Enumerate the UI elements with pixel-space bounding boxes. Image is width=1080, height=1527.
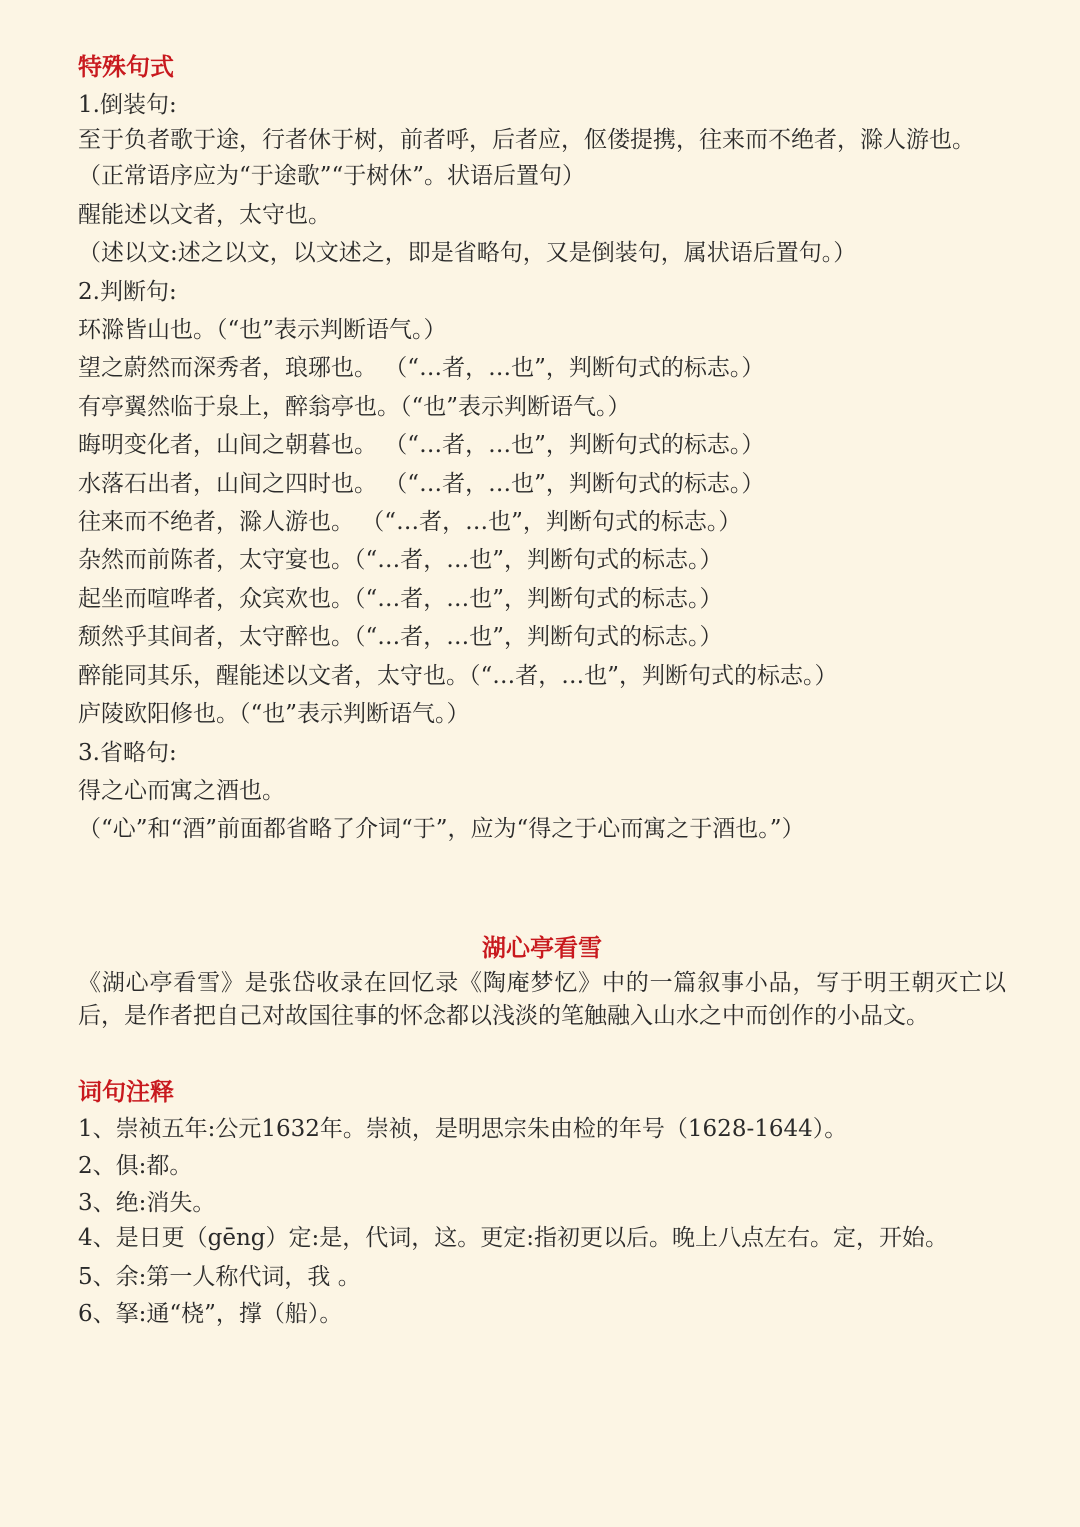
section-title-special-sentences: 特殊句式 <box>78 53 174 81</box>
inversion-note-2: （述以文:述之以文，以文述之，即是省略句，又是倒装句，属状语后置句。） <box>78 240 857 267</box>
judgment-line: 环滁皆山也。（“也”表示判断语气。） <box>78 317 447 344</box>
section-title-annotations: 词句注释 <box>78 1077 174 1106</box>
judgment-label: 2.判断句: <box>78 278 177 305</box>
annotation-item: 1、崇祯五年:公元1632年。崇祯，是明思宗朱由检的年号（1628-1644）。 <box>78 1115 848 1142</box>
lake-snow-intro: 《湖心亭看雪》是张岱收录在回忆录《陶庵梦忆》中的一篇叙事小品，写于明王朝灭亡以后，是作者把自己对故国往事的怀念都以浅淡的笔触融入山水之中而创作的小品文。 <box>78 969 1006 1029</box>
ellipsis-note: （“心”和“酒”前面都省略了介词“于”，应为“得之于心而寓之于酒也。”） <box>78 816 805 843</box>
annotation-item: 5、余:第一人称代词，我 。 <box>78 1263 361 1290</box>
judgment-line: 颓然乎其间者，太守醉也。（“…者，…也”，判断句式的标志。） <box>78 624 723 651</box>
judgment-line: 望之蔚然而深秀者，琅琊也。 （“…者，…也”，判断句式的标志。） <box>78 355 765 382</box>
document-page <box>78 48 1006 1333</box>
annotation-item: 6、拏:通“桡”，撑（船）。 <box>78 1300 343 1327</box>
section-spacer <box>78 849 1006 929</box>
section-title-lake-snow: 湖心亭看雪 <box>482 933 602 962</box>
judgment-line: 起坐而喧哗者，众宾欢也。（“…者，…也”，判断句式的标志。） <box>78 585 723 612</box>
judgment-line: 醉能同其乐，醒能述以文者，太守也。（“…者，…也”，判断句式的标志。） <box>78 662 838 689</box>
inversion-example-1: 至于负者歌于途，行者休于树，前者呼，后者应，伛偻提携，往来而不绝者，滁人游也。 <box>78 127 975 154</box>
judgment-line: 杂然而前陈者，太守宴也。（“…者，…也”，判断句式的标志。） <box>78 547 723 574</box>
judgment-line: 水落石出者，山间之四时也。 （“…者，…也”，判断句式的标志。） <box>78 470 765 497</box>
annotation-item: 4、是日更（gēng）定:是，代词，这。更定:指初更以后。晚上八点左右。定，开始。 <box>78 1224 949 1251</box>
judgment-line: 有亭翼然临于泉上，醉翁亭也。（“也”表示判断语气。） <box>78 393 631 420</box>
ellipsis-label: 3.省略句: <box>78 739 177 766</box>
section-spacer <box>78 1033 1006 1073</box>
inversion-label: 1.倒装句: <box>78 92 177 118</box>
judgment-line: 晦明变化者，山间之朝暮也。 （“…者，…也”，判断句式的标志。） <box>78 432 765 459</box>
inversion-note-1: （正常语序应为“于途歌”“于树休”。状语后置句） <box>78 163 586 190</box>
annotation-item: 3、绝:消失。 <box>78 1189 216 1216</box>
judgment-line: 往来而不绝者，滁人游也。 （“…者，…也”，判断句式的标志。） <box>78 509 742 536</box>
annotation-item: 2、俱:都。 <box>78 1152 193 1179</box>
judgment-line: 庐陵欧阳修也。（“也”表示判断语气。） <box>78 701 470 728</box>
ellipsis-example: 得之心而寓之酒也。 <box>78 777 285 804</box>
inversion-example-2: 醒能述以文者，太守也。 <box>78 201 331 228</box>
